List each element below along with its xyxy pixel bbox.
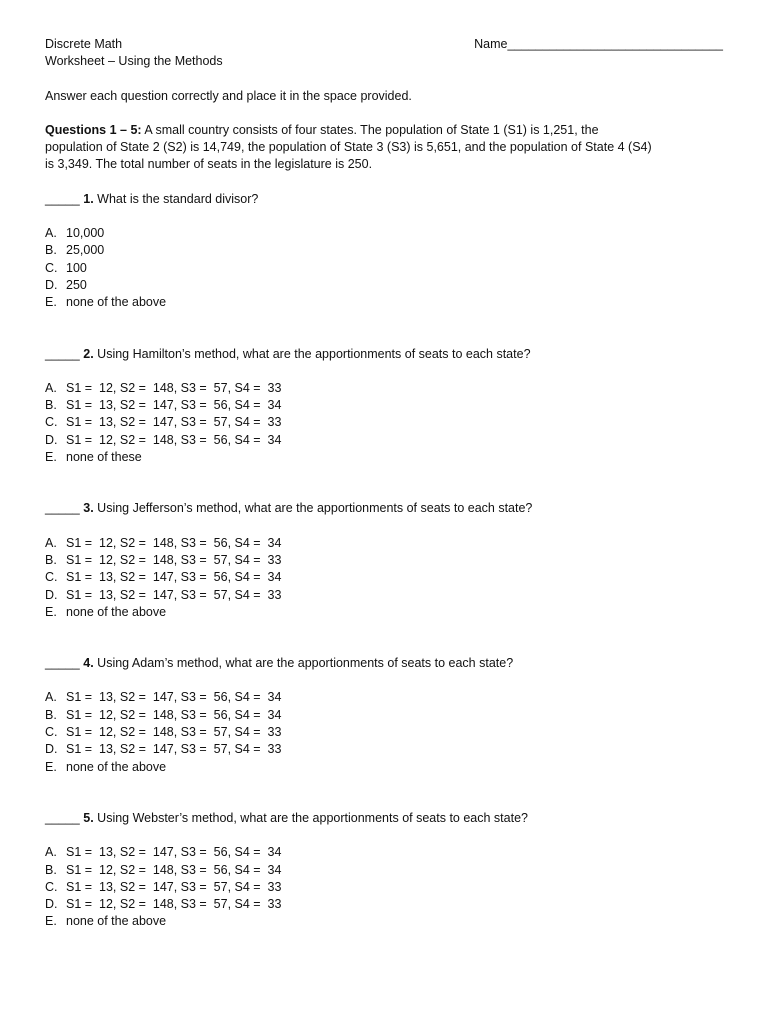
option-item: D. 250 [45, 277, 87, 292]
question-number: 1. [83, 191, 94, 206]
option-item: D. S1 = 12, S2 = 148, S3 = 56, S4 = 34 [45, 432, 282, 447]
option-item: A. S1 = 12, S2 = 148, S3 = 56, S4 = 34 [45, 535, 282, 550]
answer-blank[interactable]: _____ [45, 346, 80, 361]
question-text: Using Adam’s method, what are the apportionments of seats to each state? [97, 656, 514, 671]
question-text: Using Webster’s method, what are the apportionments of seats to each state? [97, 810, 528, 825]
question-number: 3. [83, 501, 94, 516]
question-number: 4. [83, 656, 94, 671]
option-item: C. S1 = 13, S2 = 147, S3 = 57, S4 = 33 [45, 415, 282, 430]
question-3 [45, 500, 725, 621]
option-item: D. S1 = 13, S2 = 147, S3 = 57, S4 = 33 [45, 742, 282, 757]
option-item: D. S1 = 12, S2 = 148, S3 = 57, S4 = 33 [45, 897, 282, 912]
intro-line: A small country consists of four states. The population of State 1 (S1) is 1,251, the [141, 122, 599, 137]
question-5 [45, 810, 725, 931]
course-title: Discrete Math [45, 37, 123, 51]
option-item: C. 100 [45, 260, 87, 275]
intro-line: population of State 2 (S2) is 14,749, the population of State 3 (S3) is 5,651, and the population of State 4 (S4) [45, 140, 652, 155]
question-text: Using Jefferson’s method, what are the apportionments of seats to each state? [97, 501, 533, 516]
option-item: A. 10,000 [45, 226, 105, 241]
worksheet-title: Worksheet – Using the Methods [45, 54, 223, 69]
question-1 [45, 191, 725, 312]
option-item: E. none of the above [45, 914, 167, 929]
option-item: B. S1 = 13, S2 = 147, S3 = 56, S4 = 34 [45, 398, 282, 413]
instructions: Answer each question correctly and place it in the space provided. [45, 88, 412, 103]
question-number: 2. [83, 346, 94, 361]
intro-label: Questions 1 – 5: [45, 122, 142, 137]
option-item: A. S1 = 12, S2 = 148, S3 = 57, S4 = 33 [45, 380, 282, 395]
question-2 [45, 346, 725, 467]
name-field[interactable]: Name_______________________________ [474, 37, 723, 51]
option-item: B. S1 = 12, S2 = 148, S3 = 56, S4 = 34 [45, 707, 282, 722]
option-item: E. none of the above [45, 295, 167, 310]
option-item: E. none of the above [45, 759, 167, 774]
option-item: C. S1 = 13, S2 = 147, S3 = 56, S4 = 34 [45, 570, 282, 585]
worksheet-page [45, 36, 725, 931]
intro-paragraph [45, 122, 725, 174]
option-item: B. S1 = 12, S2 = 148, S3 = 57, S4 = 33 [45, 552, 282, 567]
question-text: Using Hamilton’s method, what are the apportionments of seats to each state? [97, 346, 531, 361]
intro-line: is 3,349. The total number of seats in the legislature is 250. [45, 157, 373, 172]
question-4 [45, 655, 725, 776]
answer-blank[interactable]: _____ [45, 656, 80, 671]
question-text: What is the standard divisor? [97, 191, 259, 206]
header-row [45, 36, 725, 53]
question-number: 5. [83, 810, 94, 825]
option-item: D. S1 = 13, S2 = 147, S3 = 57, S4 = 33 [45, 587, 282, 602]
option-item: E. none of the above [45, 604, 167, 619]
option-item: C. S1 = 13, S2 = 147, S3 = 57, S4 = 33 [45, 879, 282, 894]
answer-blank[interactable]: _____ [45, 501, 80, 516]
option-item: B. 25,000 [45, 243, 105, 258]
option-item: E. none of these [45, 450, 142, 465]
option-item: B. S1 = 12, S2 = 148, S3 = 56, S4 = 34 [45, 862, 282, 877]
option-item: C. S1 = 12, S2 = 148, S3 = 57, S4 = 33 [45, 725, 282, 740]
option-item: A. S1 = 13, S2 = 147, S3 = 56, S4 = 34 [45, 690, 282, 705]
answer-blank[interactable]: _____ [45, 810, 80, 825]
option-item: A. S1 = 13, S2 = 147, S3 = 56, S4 = 34 [45, 845, 282, 860]
answer-blank[interactable]: _____ [45, 191, 80, 206]
